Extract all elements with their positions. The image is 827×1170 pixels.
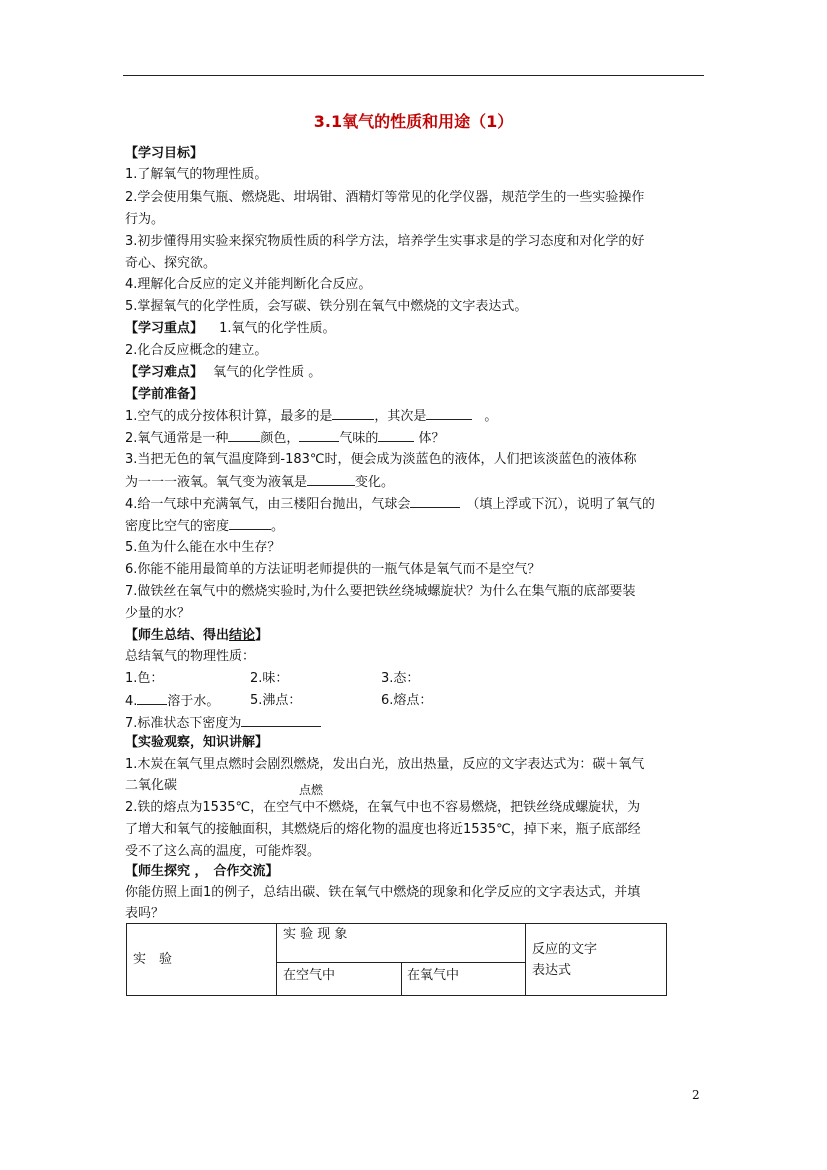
property-state: 3.态：	[381, 671, 420, 686]
experiment-line: 二氧化碳	[125, 778, 178, 793]
blank	[229, 517, 271, 530]
table-divider	[401, 962, 402, 995]
explore-header-text: 合作交流	[213, 864, 266, 879]
prep-question-6: 6.你能不能用最简单的方法证明老师提供的一瓶气体是氧气而不是空气？	[125, 562, 541, 577]
prep-text: 体？	[418, 431, 445, 446]
prep-text: 气味的	[339, 431, 379, 446]
blank	[299, 429, 339, 442]
prep-text: 4.给一气球中充满氧气，由三楼阳台抛出，气球会	[125, 497, 411, 512]
prep-text: 为一一一液氧。氧气变为液氧是	[125, 475, 308, 490]
property-density	[125, 714, 321, 733]
experiment-line: 了增大和氧气的接触面积，其燃烧后的熔化物的温度也将近1535℃，掉下来，瓶子底部经	[125, 822, 641, 837]
objective-item: 5.掌握氧气的化学性质，会写碳、铁分别在氧气中燃烧的文字表达式。	[125, 299, 528, 314]
prep-text: 2.氧气通常是一种	[125, 431, 229, 446]
prop-text: 溶于水。	[167, 694, 220, 709]
blank	[137, 692, 167, 705]
header-rule	[123, 75, 704, 76]
property-boiling: 5.沸点：	[250, 693, 302, 708]
prep-text: 1.空气的成分按体积计算，最多的是	[125, 409, 333, 424]
table-header-in-oxygen: 在氧气中	[407, 968, 460, 983]
experiment-line: 1.木炭在氧气里点燃时会剧烈燃烧，发出白光，放出热量，反应的文字表达式为：碳＋氧气	[125, 757, 645, 772]
difficulty-line	[125, 364, 321, 382]
summary-header-text: 】	[255, 628, 269, 643]
explore-header-text: 】	[265, 864, 279, 879]
prep-question-4	[125, 495, 655, 514]
key-points-header: 【学习重点】	[125, 321, 204, 336]
prep-question-5: 5.鱼为什么能在水中生存？	[125, 540, 281, 555]
property-solubility	[125, 692, 219, 711]
blank	[378, 429, 414, 442]
prop-text: 7.标准状态下密度为	[125, 716, 242, 731]
experiment-line: 2.铁的熔点为1535℃，在空气中不燃烧，在氧气中也不容易燃烧，把铁丝绕成螺旋状，为	[125, 800, 641, 815]
prep-question-7b: 少量的水？	[125, 606, 191, 621]
explore-header	[125, 863, 279, 881]
prep-question-4b	[125, 517, 284, 536]
table-divider	[276, 962, 525, 963]
objective-item: 1.了解氧气的物理性质。	[125, 167, 268, 182]
prep-text: 。	[484, 409, 498, 424]
table-header-expression: 表达式	[532, 963, 572, 978]
experiment-header: 【实验观察，知识讲解】	[125, 735, 269, 750]
difficulty-header: 【学习难点】	[125, 365, 204, 380]
summary-header-text: 【师生总结、得出	[125, 628, 230, 643]
preparation-header: 【学前准备】	[125, 387, 204, 402]
blank	[410, 495, 460, 508]
prep-text: （填上浮或下沉），说明了氧气的	[466, 497, 655, 512]
prep-question-3b	[125, 473, 394, 492]
objective-item: 3.初步懂得用实验来探究物质性质的科学方法，培养学生实事求是的学习态度和对化学的好	[125, 234, 645, 249]
objective-item: 2.学会使用集气瓶、燃烧匙、坩埚钳、酒精灯等常见的化学仪器，规范学生的一些实验操作	[125, 190, 645, 205]
explore-header-text: 【师生探究 ，	[125, 864, 208, 879]
difficulty-text: 氧气的化学性质 。	[213, 365, 322, 380]
page-number: 2	[692, 1088, 700, 1102]
experiment-table	[126, 923, 667, 996]
prep-question-3: 3.当把无色的氧气温度降到-183℃时，便会成为淡蓝色的液体，人们把该淡蓝色的液体称	[125, 452, 637, 467]
blank	[426, 407, 472, 420]
table-header-phenomenon: 实 验 现 象	[283, 927, 348, 942]
prep-question-7: 7.做铁丝在氧气中的燃烧实验时,为什么要把铁丝绕城螺旋状？为什么在集气瓶的底部要装	[125, 584, 636, 599]
table-divider	[276, 924, 277, 995]
property-smell: 2.味：	[250, 671, 289, 686]
objective-item: 4.理解化合反应的定义并能判断化合反应。	[125, 277, 372, 292]
prep-question-1	[125, 407, 497, 426]
page-title: 3.1氧气的性质和用途（1）	[313, 112, 514, 131]
blank	[307, 473, 355, 486]
blank	[332, 407, 374, 420]
prop-text: 4.	[125, 694, 138, 709]
table-header-in-air: 在空气中	[283, 968, 336, 983]
summary-intro: 总结氧气的物理性质：	[125, 649, 256, 664]
table-header-experiment: 实 验	[133, 952, 173, 967]
property-melting: 6.熔点：	[381, 693, 433, 708]
objectives-header: 【学习目标】	[125, 146, 204, 161]
experiment-line: 受不了这么高的温度，可能炸裂。	[125, 844, 321, 859]
key-points-line	[125, 320, 336, 338]
prep-text: ，其次是	[374, 409, 427, 424]
prep-text: 密度比空气的密度	[125, 519, 230, 534]
table-header-expression: 反应的文字	[532, 942, 598, 957]
property-color: 1.色：	[125, 671, 164, 686]
key-point-item: 2.化合反应概念的建立。	[125, 343, 268, 358]
summary-header	[125, 627, 268, 645]
explore-line: 表吗？	[125, 906, 165, 921]
objective-item: 奇心、探究欲。	[125, 256, 217, 271]
explore-line: 你能仿照上面1的例子，总结出碳、铁在氧气中燃烧的现象和化学反应的文字表达式，并填	[125, 885, 641, 900]
ignite-label: 点燃	[299, 783, 324, 797]
summary-header-text: 结论	[229, 628, 256, 643]
prep-text: 。	[271, 519, 285, 534]
prep-question-2	[125, 429, 444, 448]
prep-text: 颜色，	[260, 431, 300, 446]
table-divider	[525, 924, 526, 995]
blank	[241, 714, 321, 727]
objective-item: 行为。	[125, 212, 165, 227]
prep-text: 变化。	[355, 475, 395, 490]
key-point-item: 1.氧气的化学性质。	[219, 321, 336, 336]
blank	[228, 429, 260, 442]
